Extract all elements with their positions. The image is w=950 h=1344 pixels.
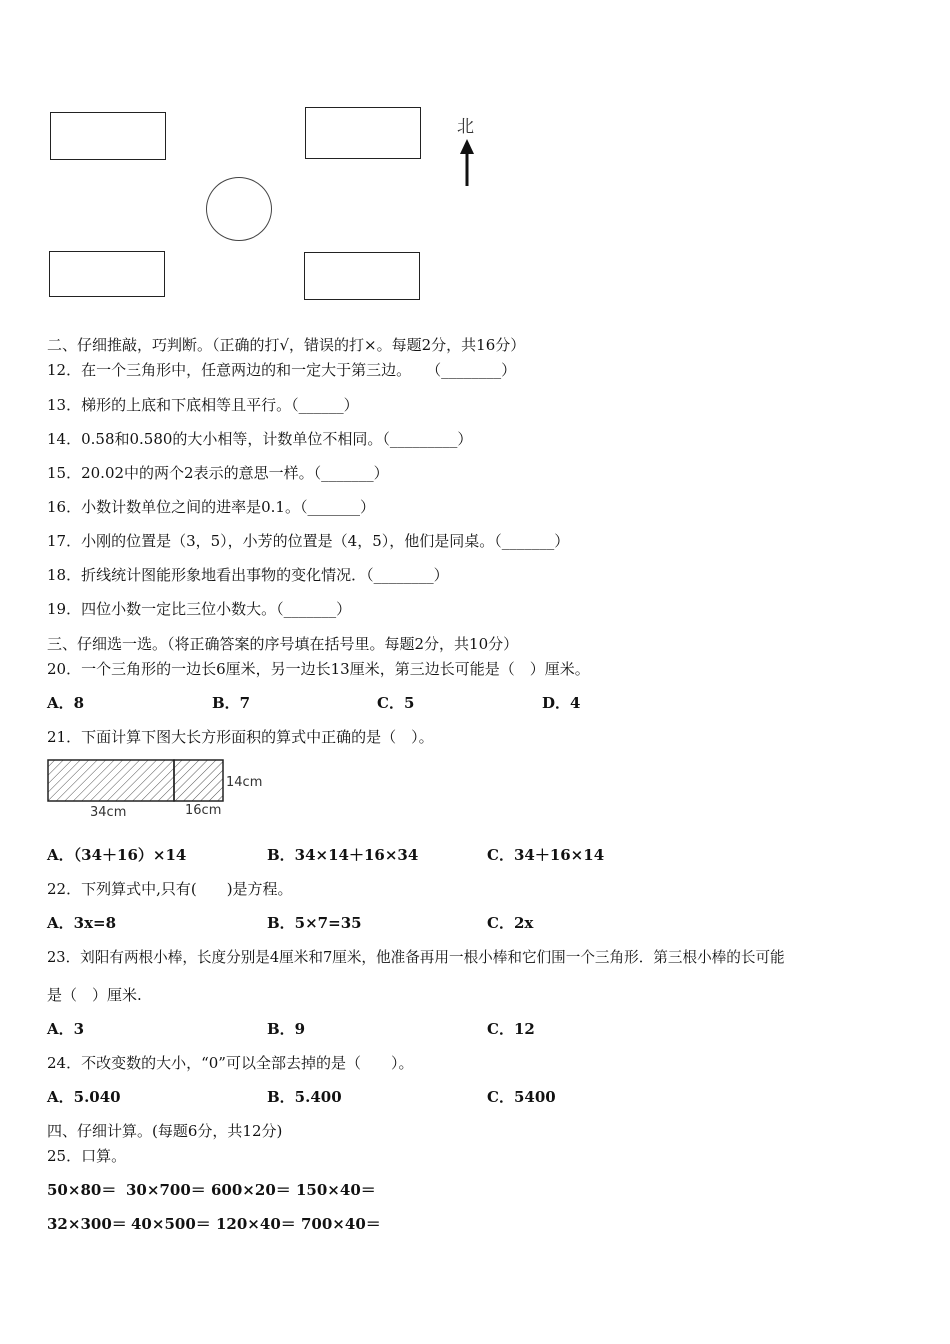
- rectangle-left-part: [48, 760, 174, 801]
- calc-row1-item3: 600×20＝: [211, 1181, 291, 1199]
- q24-option-c: C．5400: [487, 1088, 556, 1106]
- question-21: 21．下面计算下图大长方形面积的算式中正确的是（ ）。: [47, 728, 434, 746]
- calc-row2-item2: 40×500＝: [131, 1215, 211, 1233]
- question-20: 20．一个三角形的一边长6厘米，另一边长13厘米，第三边长可能是（ ）厘米。: [47, 660, 590, 678]
- q24-option-b: B．5.400: [267, 1088, 342, 1106]
- calc-row1-item2: 30×700＝: [126, 1181, 206, 1199]
- q20-option-a: A．8: [47, 694, 85, 712]
- question-18: 18．折线统计图能形象地看出事物的变化情况．（________）: [47, 566, 449, 584]
- q23-option-b: B．9: [267, 1020, 306, 1038]
- q22-option-a: A．3x=8: [47, 914, 117, 932]
- rectangle-right-part: [174, 760, 223, 801]
- q21-option-b: B．34×14＋16×34: [267, 846, 419, 864]
- section-4-heading: 四、仔细计算。(每题6分，共12分): [47, 1122, 283, 1140]
- section-3-heading: 三、仔细选一选。（将正确答案的序号填在括号里。每题2分，共10分）: [47, 635, 519, 653]
- figure-height-label: 14cm: [226, 775, 263, 790]
- q22-option-c: C．2x: [487, 914, 534, 932]
- q21-option-a: A．（34＋16）×14: [47, 846, 187, 864]
- question-19: 19．四位小数一定比三位小数大。（_______）: [47, 600, 352, 618]
- question-13: 13．梯形的上底和下底相等且平行。（______）: [47, 396, 359, 414]
- question-16: 16．小数计数单位之间的进率是0.1。（_______）: [47, 498, 375, 516]
- rectangle-figure: [47, 759, 225, 803]
- question-17: 17．小刚的位置是（3，5），小芳的位置是（4，5），他们是同桌。（_______）: [47, 532, 570, 550]
- question-25-title: 25．口算。: [47, 1147, 127, 1165]
- question-23-line-1: 23．刘阳有两根小棒，长度分别是4厘米和7厘米，他准备再用一根小棒和它们围一个三角形．第三根小棒的长可能: [47, 949, 785, 966]
- calc-row2-item4: 700×40＝: [301, 1215, 381, 1233]
- question-15: 15．20.02中的两个2表示的意思一样。（_______）: [47, 464, 389, 482]
- q23-option-a: A．3: [47, 1020, 85, 1038]
- map-box-bottom-left: [49, 251, 165, 297]
- q24-option-a: A．5.040: [47, 1088, 121, 1106]
- figure-width1-label: 34cm: [90, 805, 127, 820]
- question-23-line-2: 是（ ）厘米.: [47, 986, 142, 1004]
- calc-row1-item1: 50×80＝: [47, 1181, 117, 1199]
- question-12: 12．在一个三角形中，任意两边的和一定大于第三边。 （________）: [47, 361, 517, 379]
- map-box-top-left: [50, 112, 166, 160]
- q20-option-c: C．5: [377, 694, 415, 712]
- map-center-circle: [206, 177, 272, 241]
- map-box-bottom-right: [304, 252, 420, 300]
- calc-row1-item4: 150×40＝: [296, 1181, 376, 1199]
- calc-row2-item3: 120×40＝: [216, 1215, 296, 1233]
- calc-row2-item1: 32×300＝: [47, 1215, 127, 1233]
- q20-option-b: B．7: [212, 694, 251, 712]
- q22-option-b: B．5×7=35: [267, 914, 362, 932]
- north-arrow-icon: [458, 138, 476, 188]
- q23-option-c: C．12: [487, 1020, 535, 1038]
- figure-width2-label: 16cm: [185, 803, 222, 818]
- question-14: 14．0.58和0.580的大小相等，计数单位不相同。（_________）: [47, 430, 473, 448]
- question-22: 22．下列算式中,只有( )是方程。: [47, 880, 293, 898]
- q20-option-d: D．4: [542, 694, 581, 712]
- north-label: 北: [457, 117, 474, 137]
- question-24: 24．不改变数的大小，“0”可以全部去掉的是（ ）。: [47, 1054, 414, 1072]
- map-box-top-right: [305, 107, 421, 159]
- q21-option-c: C．34＋16×14: [487, 846, 605, 864]
- section-2-heading: 二、仔细推敲，巧判断。（正确的打√，错误的打×。每题2分，共16分）: [47, 336, 526, 354]
